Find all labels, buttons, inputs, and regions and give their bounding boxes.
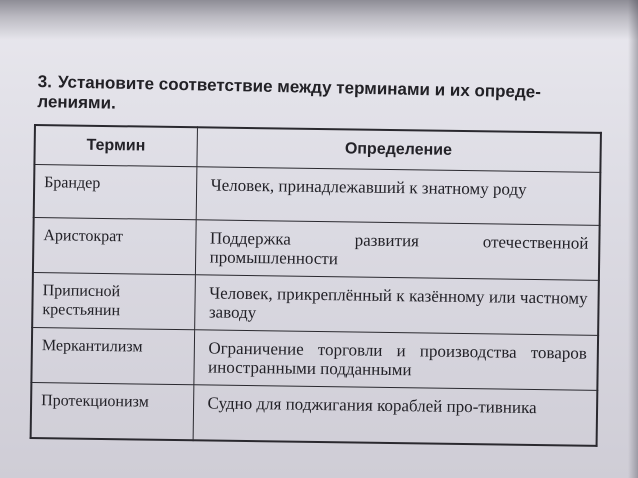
page-edge — [628, 0, 638, 478]
header-definition: Определение — [196, 127, 601, 172]
matching-table-wrapper — [29, 124, 606, 470]
term-cell: Брандер — [34, 165, 197, 220]
task-heading — [37, 72, 598, 124]
task-number: 3. — [37, 72, 53, 92]
header-term: Термин — [34, 125, 197, 167]
term-cell: Меркантилизм — [31, 327, 194, 384]
matching-table — [30, 124, 602, 447]
table-row — [34, 165, 601, 226]
term-cell: Протекционизм — [31, 382, 194, 440]
task-text: Установите соответствие между терминами и их опреде-лениями. — [37, 72, 542, 113]
definition-cell: Судно для поджигания кораблей про-тивника — [193, 385, 598, 446]
table-row — [33, 218, 600, 281]
table-row — [31, 327, 598, 390]
table-row — [32, 272, 599, 335]
term-cell: Аристократ — [33, 218, 196, 275]
definition-cell: Человек, принадлежавший к знатному роду — [196, 167, 601, 226]
definition-cell: Поддержка развития отечественной промышленности — [195, 220, 600, 281]
table-row — [31, 382, 598, 445]
page-shadow — [0, 0, 638, 40]
definition-cell: Ограничение торговли и производства товаров иностранными подданными — [193, 330, 598, 391]
term-cell: Приписной крестьянин — [32, 272, 195, 329]
definition-cell: Человек, прикреплённый к казённому или частному заводу — [194, 275, 599, 336]
